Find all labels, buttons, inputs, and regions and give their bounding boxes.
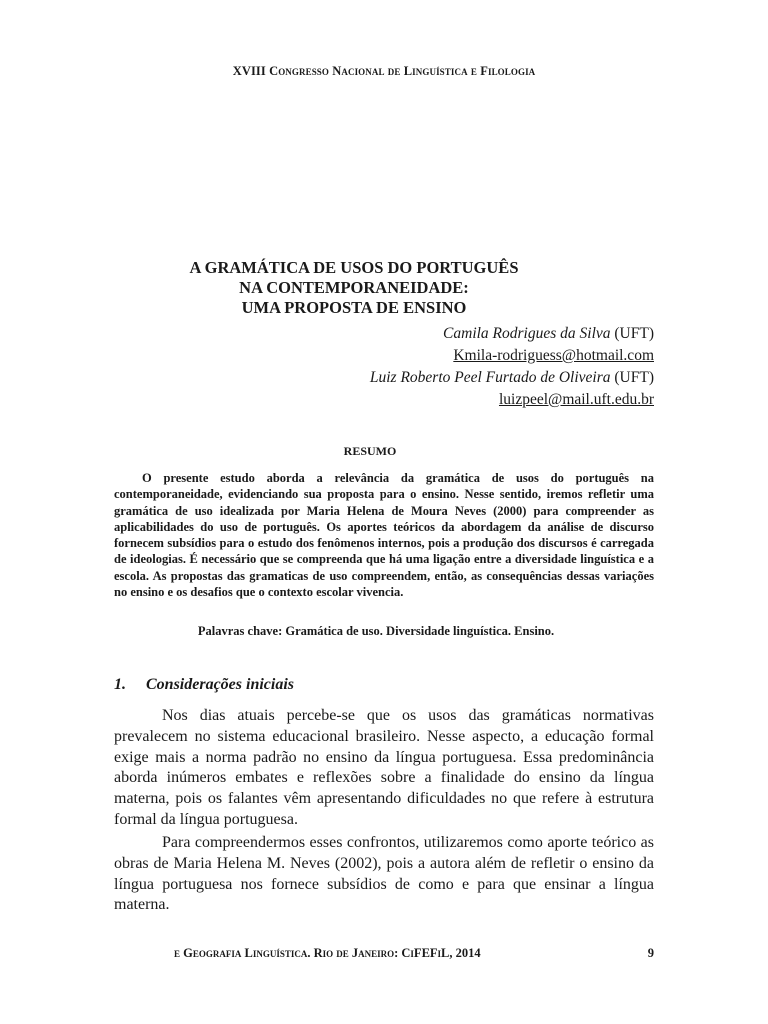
title-line-2: NA CONTEMPORANEIDADE: (239, 278, 469, 297)
author-1-email-link[interactable]: Kmila-rodriguess@hotmail.com (453, 347, 654, 364)
keywords: Palavras chave: Gramática de uso. Diversidade linguística. Ensino. (197, 624, 555, 638)
abstract-text: O presente estudo aborda a relevância da gramática de usos do português na contemporaneidade, evidenciando sua proposta para o ensino. Nesse sentido, iremos refletir uma gramática de uso idealizada por Maria Helena de Moura Neves (2000) para compreender as aplicabilidades do uso de português. Os aportes teóricos da abordagem da análise de discurso fornecem subsídios para o estudo dos fenômenos internos, pois a produção dos discursos é carregada de ideologias. É necessário que se compreenda que há uma ligação entre a diversidade linguística e a escola. As propostas das gramaticas de uso compreendem, então, as consequências dessas variações no ensino e os desafios que o contexto escolar vivencia. (114, 471, 654, 600)
author-block (370, 323, 654, 411)
author-2 (370, 367, 654, 389)
paper-title (0, 258, 768, 318)
author-2-name: Luiz Roberto Peel Furtado de Oliveira (369, 369, 611, 386)
footer-text: e Geografia Linguística. Rio de Janeiro: CiFEFiL, 2014 (174, 946, 481, 960)
section-number: 1. (114, 676, 126, 693)
section-heading (114, 676, 294, 694)
page-number: 9 (647, 946, 654, 960)
title-line-3: UMA PROPOSTA DE ENSINO (241, 298, 467, 317)
body-paragraph-1: Nos dias atuais percebe-se que os usos das gramáticas normativas prevalecem no sistema educacional brasileiro. Nesse aspecto, a educação formal exige mais a norma padrão no ensino da língua portuguesa. Essa predominância aborda inúmeros embates e reflexões sobre a finalidade do ensino da língua materna, pois os falantes vêm apresentando dificuldades no que refere à estrutura formal da língua portuguesa. (114, 707, 654, 828)
author-1-affiliation: (UFT) (610, 325, 654, 342)
running-footer (114, 946, 654, 961)
author-2-email-link[interactable]: luizpeel@mail.uft.edu.br (498, 391, 654, 408)
abstract-heading: RESUMO (343, 444, 397, 458)
author-1-name: Camila Rodrigues da Silva (443, 325, 611, 342)
author-1 (370, 323, 654, 345)
section-title: Considerações iniciais (146, 676, 295, 693)
title-line-1: A GRAMÁTICA DE USOS DO PORTUGUÊS (189, 258, 519, 277)
body-paragraph-2: Para compreendermos esses confrontos, utilizaremos como aporte teórico as obras de Maria Helena M. Neves (2002), pois a autora além de refletir o ensino da língua portuguesa nos fornece subsídios de como e para que ensinar a língua materna. (114, 834, 654, 914)
running-header: XVIII Congresso Nacional de Linguística e Filologia (232, 64, 536, 78)
author-2-affiliation: (UFT) (610, 369, 654, 386)
